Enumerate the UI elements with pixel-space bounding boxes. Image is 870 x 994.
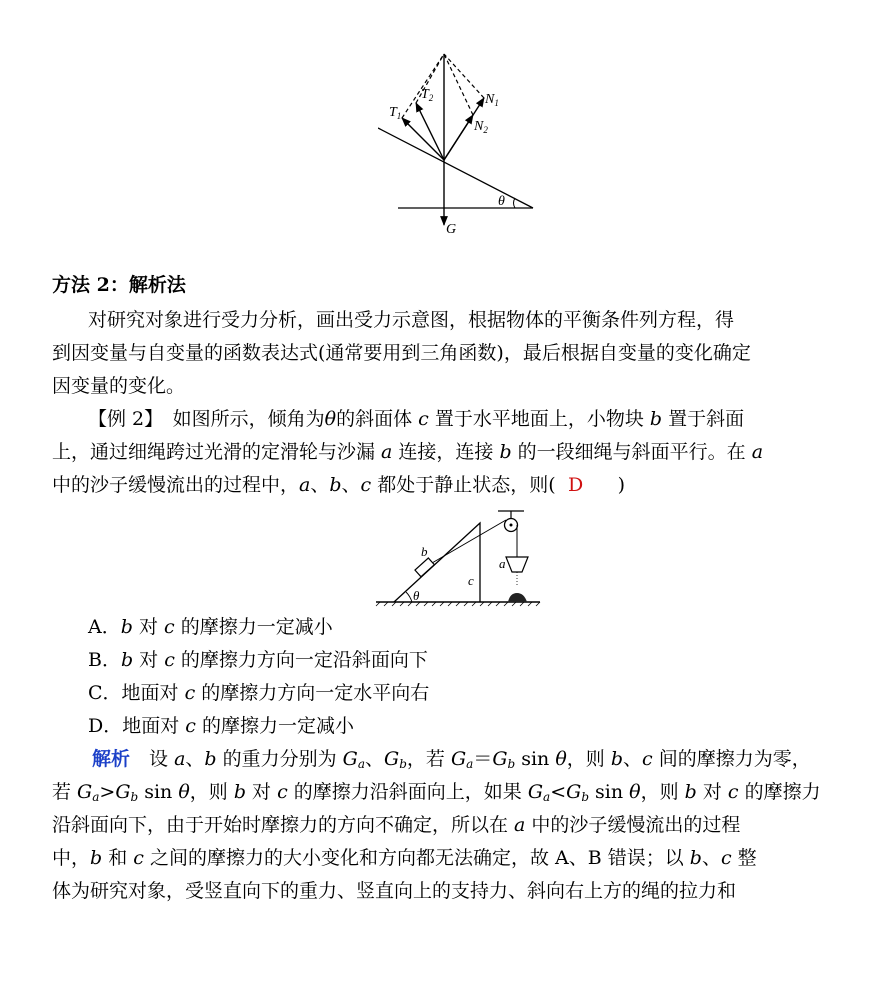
label-theta: θ: [498, 194, 505, 209]
t1-arrow: [402, 118, 444, 160]
fig2-label-theta: θ: [413, 588, 420, 603]
analysis-line-4: 中，b 和 c 之间的摩擦力的大小变化和方向都无法确定，故 A、B 错误；以 b、c 整: [52, 847, 757, 869]
option-c: C．地面对 c 的摩擦力方向一定水平向右: [88, 682, 430, 704]
method-heading: 方法 2：解析法: [52, 274, 186, 296]
example-line-3: 中的沙子缓慢流出的过程中，a、b、c 都处于静止状态，则( D ): [52, 474, 626, 496]
sand-funnel-a: [506, 557, 528, 572]
answer-mark: D: [568, 474, 584, 496]
method-para-3: 因变量的变化。: [52, 375, 186, 397]
incline-wedge: [394, 523, 480, 602]
dashed-construction: [402, 54, 484, 118]
n2-arrow: [444, 115, 473, 160]
fig2-label-a: a: [499, 556, 506, 571]
option-b: B．b 对 c 的摩擦力方向一定沿斜面向下: [88, 649, 428, 671]
fig2-label-c: c: [468, 573, 474, 588]
angle-arc: [514, 198, 516, 208]
method-para-2: 到因变量与自变量的函数表达式(通常要用到三角函数)，最后根据自变量的变化确定: [52, 342, 751, 364]
method-para-1: 对研究对象进行受力分析，画出受力示意图，根据物体的平衡条件列方程，得: [88, 309, 735, 331]
example-line-1: 【例 2】 如图所示，倾角为θ的斜面体 c 置于水平地面上，小物块 b 置于斜面: [88, 408, 745, 430]
t2-arrow: [416, 103, 444, 160]
analysis-line-2: 若 $G_a>G_b$ sin θ，则 b 对 c 的摩擦力沿斜面向上，如果 $G_a<G_b$ sin θ，则 b 对 c 的摩擦力: [52, 781, 821, 804]
label-t1: $T_1$: [389, 105, 402, 121]
block-b: [415, 558, 434, 577]
analysis-line-3: 沿斜面向下，由于开始时摩擦力的方向不确定，所以在 a 中的沙子缓慢流出的过程: [52, 814, 741, 836]
analysis-line-1: 解析 设 a、b 的重力分别为 $G_a$、$G_b$，若 $G_a=G_b$ sin θ，则 b、c 间的摩擦力为零，: [92, 748, 811, 771]
option-d: D．地面对 c 的摩擦力一定减小: [88, 715, 354, 737]
label-n1: $N_1$: [485, 92, 499, 108]
analysis-label: 解析: [92, 748, 131, 770]
label-g: G: [446, 222, 457, 237]
example-line-2: 上，通过细绳跨过光滑的定滑轮与沙漏 a 连接，连接 b 的一段细绳与斜面平行。在 a: [52, 441, 764, 463]
force-diagram: [378, 40, 548, 240]
fig2-label-b: b: [421, 544, 428, 559]
incline-pulley-diagram: [372, 505, 542, 610]
analysis-line-5: 体为研究对象，受竖直向下的重力、竖直向上的支持力、斜向右上方的绳的拉力和: [52, 880, 737, 902]
option-a: A．b 对 c 的摩擦力一定减小: [88, 616, 333, 638]
label-t2: $T_2$: [421, 87, 434, 103]
sand-pile: [508, 593, 527, 602]
label-n2: $N_2$: [474, 119, 488, 135]
example-tag: 【例 2】: [88, 408, 154, 430]
incline-line: [378, 128, 533, 208]
